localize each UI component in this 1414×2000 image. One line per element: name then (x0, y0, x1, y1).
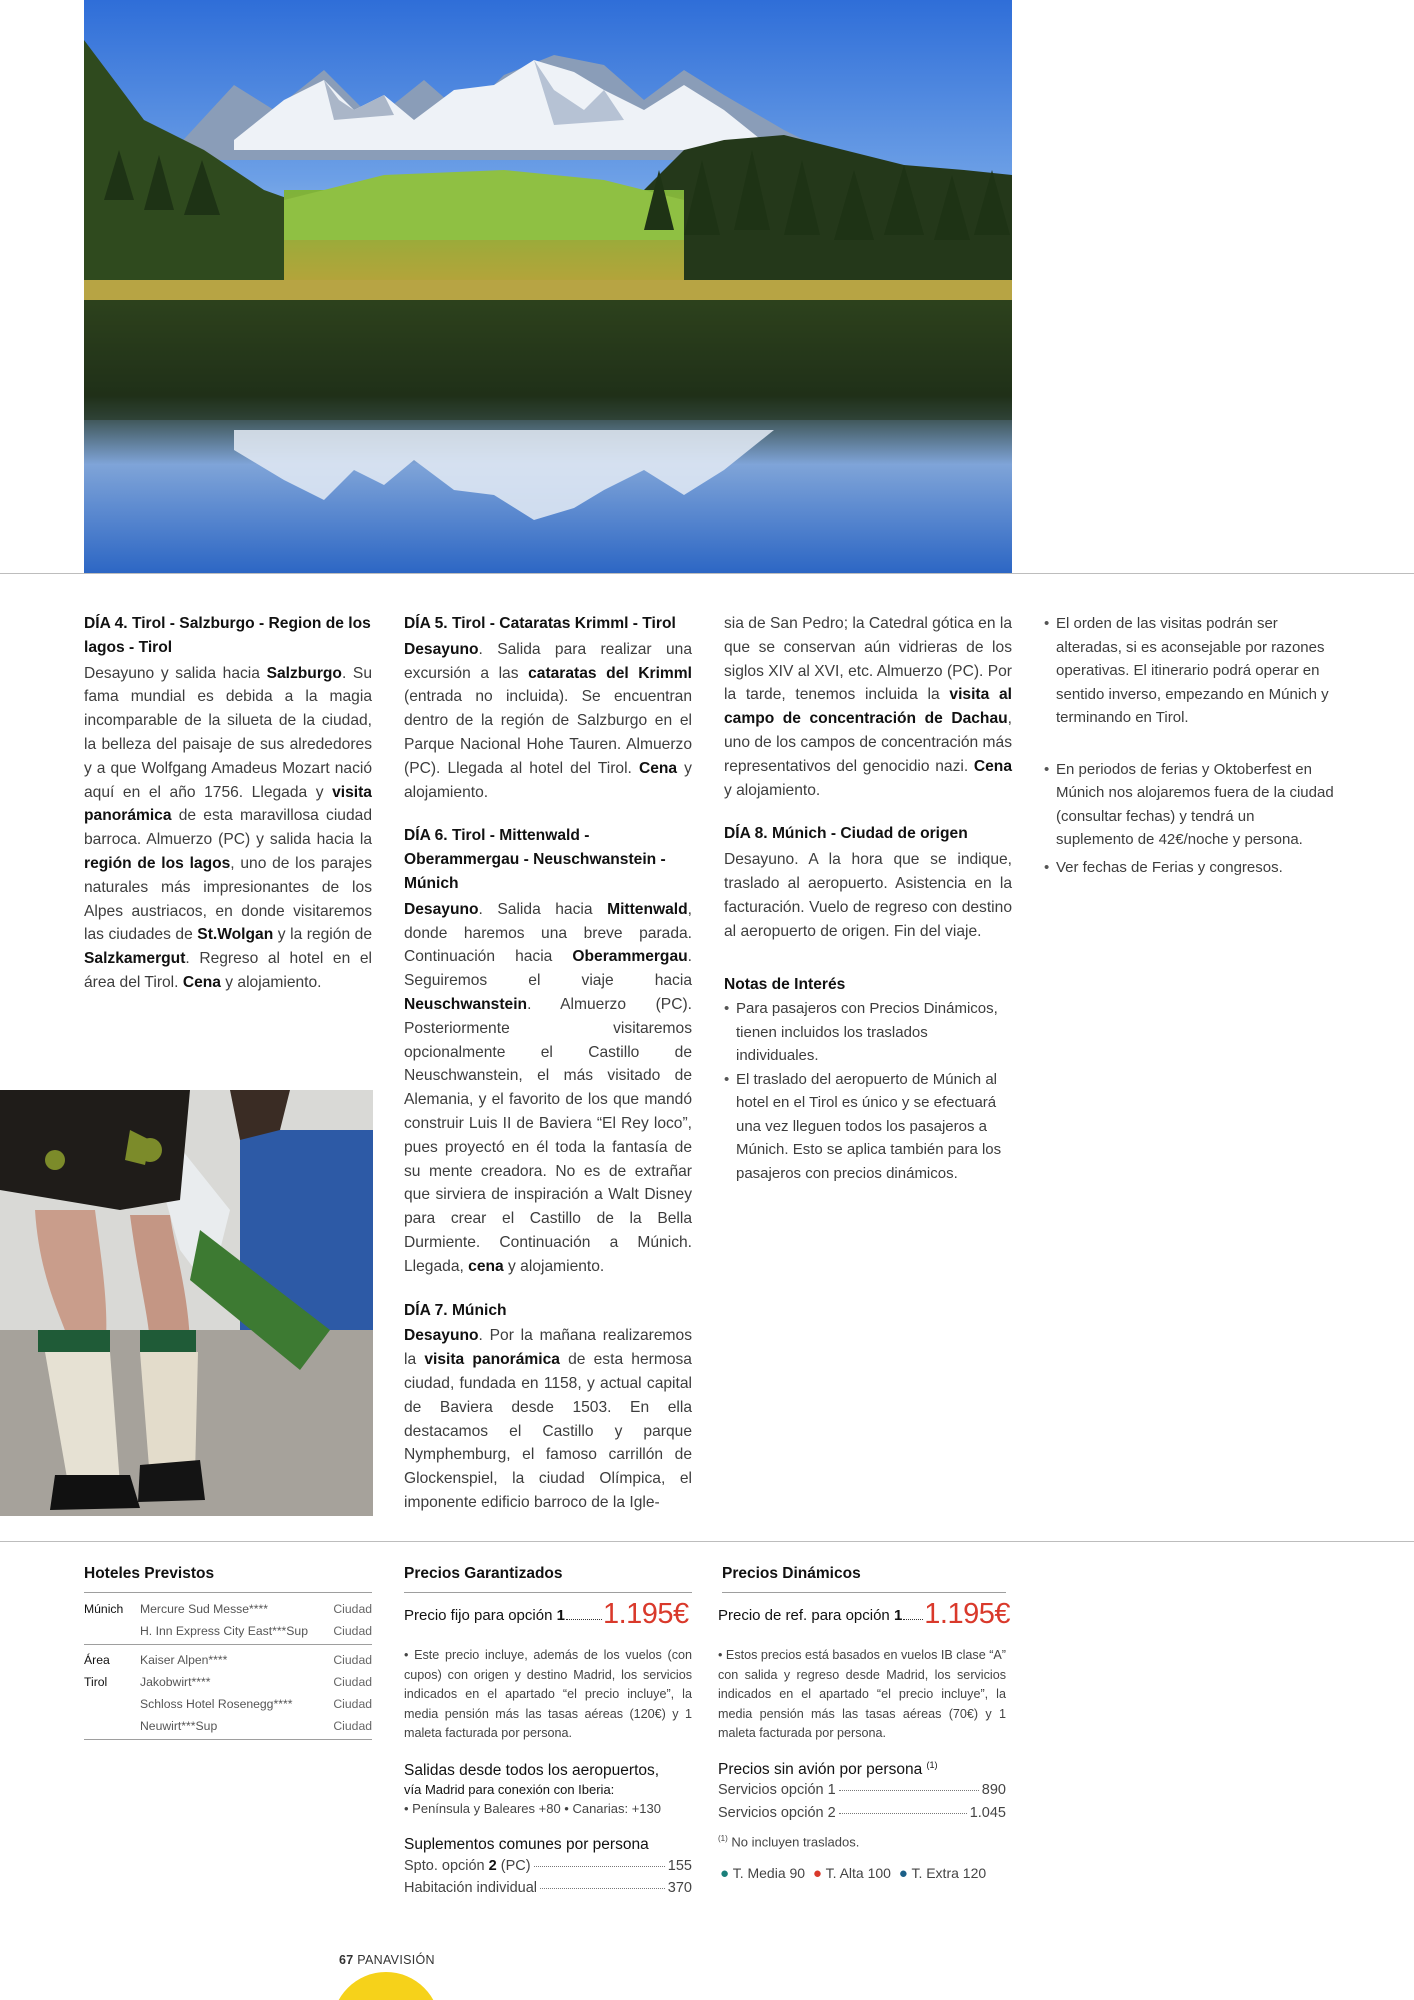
dynamic-price-option: 1 (893, 1607, 903, 1624)
bottom-divider (0, 1541, 1414, 1542)
day7-text-1: . Por la mañana realizaremos la (404, 1327, 692, 1369)
supplement-label: Habitación individual (404, 1880, 537, 1896)
day7-text-2: de esta hermosa ciudad, fundada en 1158, y actual capital de Baviera desde 1503. En ella destacamos el Castillo y parque Nymphemburg, el famoso carrillón de Glockenspiel, la ciudad Olímpica, el imponente edificio barroco de la Igle- (404, 1351, 692, 1511)
season-media: T. Media 90 (732, 1865, 806, 1881)
guaranteed-price-line (404, 1598, 689, 1631)
day5-bold-1: Desayuno (404, 640, 479, 658)
day6-text-5: y alojamiento. (503, 1257, 605, 1275)
guaranteed-title-rule (404, 1592, 692, 1593)
day7-text-part1 (404, 1324, 692, 1514)
day5-bold-2: cataratas del Krimml (528, 664, 692, 682)
supplements-title: Suplementos comunes por persona (404, 1836, 649, 1853)
notes-item: • Para pasajeros con Precios Dinámicos, tienen incluidos los traslados individuales. (724, 997, 1012, 1068)
supplement-value: 370 (667, 1880, 692, 1896)
spacer (724, 802, 1012, 822)
day6-bold-1: Desayuno (404, 900, 479, 918)
supplement-row (404, 1880, 692, 1896)
notes-right-list (1044, 612, 1334, 879)
dot-leader (839, 1813, 967, 1814)
notes-list (724, 997, 1012, 1185)
guaranteed-price-label: Precio fijo para opción (404, 1607, 557, 1624)
day5-text-2: (entrada no incluida). Se encuentran dentro de la región de Salzburgo en el Parque Nacional Hohe Tauren. Almuerzo (PC). Llegada al hotel del Tirol. (404, 688, 692, 777)
dynamic-title: Precios Dinámicos (722, 1565, 861, 1582)
column-notes-right (1044, 612, 1334, 879)
hotel-row (84, 1715, 372, 1740)
day6-text-2: , donde haremos una breve parada. Continuación hacia (404, 900, 692, 966)
page-number: 67 (339, 1953, 354, 1967)
day4-text-3: de esta maravillosa ciudad barroca. Almuerzo (PC) y salida hacia la (84, 807, 372, 849)
day5-text-3: y alojamiento. (404, 759, 692, 801)
day6-bold-5: cena (468, 1257, 504, 1275)
hotels-title: Hoteles Previstos (84, 1565, 215, 1582)
departures-line: • Península y Baleares +80 • Canarias: +130 (404, 1801, 661, 1816)
hotel-category: Ciudad (333, 1697, 372, 1711)
day4-bold-5: Salzkamergut (84, 950, 186, 968)
day4-bold-6: Cena (182, 973, 221, 991)
hotel-row (84, 1645, 372, 1672)
dot-leader (540, 1888, 665, 1889)
noair-row (718, 1805, 1006, 1821)
noair-label: Servicios opción 2 (718, 1805, 836, 1821)
day7-text-part2 (724, 612, 1012, 802)
hotel-name: Jakobwirt**** (140, 1675, 211, 1689)
day6-text-4: . Almuerzo (PC). Posteriormente visitaremos opcionalmente el Castillo de Neuschwanstein, el más visitado de Alemania, y el favorito de los que mandó construir Luis II de Baviera “El Rey loco”, pues proyectó en él toda la fantasía de su mente creadora. No es de extrañar que sirviera de inspiración a Walt Disney para crear el Castillo de la Bella Durmiente. Continuación a Múnich. Llegada, (404, 995, 692, 1275)
day5-title: DÍA 5. Tirol - Cataratas Krimml - Tirol (404, 615, 676, 632)
day6-text-1: . Salida hacia (478, 900, 608, 918)
day6-text-3: . Seguiremos el viaje hacia (404, 948, 692, 990)
day4-bold-4: St.Wolgan (197, 926, 274, 944)
hotel-category: Ciudad (333, 1675, 372, 1689)
notes-title: Notas de Interés (724, 976, 846, 994)
day7-title: DÍA 7. Múnich (404, 1301, 507, 1319)
guaranteed-title: Precios Garantizados (404, 1565, 563, 1582)
hotel-row (84, 1598, 372, 1620)
hotel-category: Ciudad (329, 1620, 372, 1645)
departures-title: Salidas desde todos los aeropuertos, (404, 1762, 660, 1779)
hotel-name: Schloss Hotel Rosenegg**** (140, 1697, 293, 1711)
supplement-label-c: (PC) (496, 1858, 531, 1874)
noair-title (718, 1760, 938, 1779)
page-footer (339, 1953, 435, 1967)
day4-bold-1: Salzburgo (266, 664, 342, 682)
day8-title: DÍA 8. Múnich - Ciudad de origen (724, 825, 968, 843)
hotel-name: Mercure Sud Messe**** (140, 1602, 269, 1616)
dynamic-title-rule (722, 1592, 1006, 1593)
day6-bold-3: Oberammergau (572, 948, 688, 966)
hotel-category: Ciudad (333, 1602, 372, 1616)
day7-text-4: , uno de los campos de concentración más representativos del genocidio nazi. (724, 710, 1012, 775)
dot-leader (566, 1619, 602, 1620)
dynamic-price-line (718, 1598, 1010, 1631)
supplement-label (404, 1858, 531, 1874)
notes-right-item: • El orden de las visitas podrán ser alteradas, si es aconsejable por razones operativas. El itinerario podrá operar en sentido inverso, empezando en Múnich y terminando en Tirol. (1044, 612, 1334, 730)
hotel-name: Neuwirt***Sup (140, 1715, 329, 1740)
hotel-row (84, 1693, 372, 1715)
supplement-label-a: Spto. opción (404, 1858, 489, 1874)
season-legend (720, 1865, 986, 1882)
noair-title-sup: (1) (926, 1760, 938, 1770)
hero-landscape-photo (84, 0, 1012, 574)
hotel-name: Kaiser Alpen**** (140, 1653, 228, 1667)
dynamic-price-label: Precio de ref. para opción (718, 1607, 894, 1624)
day4-text-1: Desayuno y salida hacia (84, 664, 267, 682)
brand-name: PANAVISIÓN (357, 1953, 435, 1967)
yellow-tab-decoration (332, 1972, 440, 2000)
hotels-table (84, 1598, 372, 1740)
notes-right-item: • En periodos de ferias y Oktoberfest en Múnich nos alojaremos fuera de la ciudad (consultar fechas) y tendrá un suplemento de 42€/noche y persona. (1044, 758, 1334, 852)
guaranteed-note: • Este precio incluye, además de los vuelos (con cupos) con origen y destino Madrid, los servicios indicados en el apartado “el precio incluye”, la media pensión más las tasas aéreas (120€) y 1 maleta facturada por persona. (404, 1648, 692, 1740)
day4-text-7: y alojamiento. (220, 973, 322, 991)
noair-label: Servicios opción 1 (718, 1782, 836, 1798)
hotel-category: Ciudad (333, 1653, 372, 1667)
hotel-city (84, 1715, 140, 1740)
spacer (404, 1279, 692, 1299)
day7-bold-3: visita al campo de concentración de Dachau (724, 686, 1012, 728)
season-dot-extra: ● (898, 1865, 908, 1882)
column-day7-cont-8-notes (724, 612, 1012, 1185)
day4-text-6: . Regreso al hotel en el área del Tirol. (84, 950, 372, 991)
day4-bold-3: región de los lagos (84, 854, 231, 872)
hotels-title-rule (84, 1592, 372, 1593)
day8-text: Desayuno. A la hora que se indique, traslado al aeropuerto. Asistencia en la facturación. Vuelo de regreso con destino al aeropuerto de origen. Fin del viaje. (724, 851, 1012, 940)
hotel-city: Tirol (84, 1675, 108, 1689)
day6-text (404, 898, 692, 1279)
noair-footnote (718, 1834, 859, 1849)
supplement-row (404, 1858, 692, 1874)
top-divider (0, 573, 1414, 574)
day5-text (404, 638, 692, 805)
dot-leader (839, 1790, 979, 1791)
noair-value: 890 (981, 1782, 1006, 1798)
day7-bold-2: visita panorámica (424, 1351, 560, 1369)
day6-title: DÍA 6. Tirol - Mittenwald - Oberammergau - Neuschwanstein - Múnich (404, 827, 666, 892)
supplement-label-b: 2 (488, 1858, 497, 1874)
hotel-city (84, 1693, 140, 1715)
noair-row (718, 1782, 1006, 1798)
dynamic-price-amount: 1.195€ (924, 1598, 1010, 1630)
hotel-category: Ciudad (329, 1715, 372, 1740)
dancer-photo (0, 1090, 373, 1516)
departures-subtitle: vía Madrid para conexión con Iberia: (404, 1782, 615, 1797)
season-extra: T. Extra 120 (911, 1865, 987, 1881)
footnote-text: No incluyen traslados. (731, 1834, 860, 1850)
footnote-sup: (1) (718, 1834, 728, 1843)
hotel-name: H. Inn Express City East***Sup (140, 1620, 329, 1645)
day4-text-4: , uno de los parajes naturales más impresionantes de los Alpes austriacos, en donde visitaremos las ciudades de (84, 854, 372, 944)
day6-bold-4: Neuschwanstein (404, 995, 528, 1013)
notes-item: • El traslado del aeropuerto de Múnich al hotel en el Tirol es único y se efectuará una vez lleguen todos los pasajeros a Múnich. Esto se aplica también para los pasajeros con precios dinámicos. (724, 1068, 1012, 1186)
dot-leader (903, 1619, 923, 1620)
column-day4 (84, 612, 372, 995)
notes-right-item: • Ver fechas de Ferias y congresos. (1044, 856, 1334, 880)
spacer (404, 804, 692, 824)
hotel-row (84, 1671, 372, 1693)
day6-bold-2: Mittenwald (607, 900, 688, 918)
day4-bold-2: visita panorámica (84, 783, 372, 825)
hotel-city: Área (84, 1653, 110, 1667)
day5-bold-3: Cena (638, 759, 678, 777)
spacer (724, 943, 1012, 973)
season-dot-media: ● (720, 1865, 730, 1882)
season-dot-alta: ● (812, 1865, 822, 1882)
day7-bold-1: Desayuno (404, 1327, 479, 1345)
guaranteed-price-option: 1 (556, 1607, 565, 1624)
hotel-city (84, 1620, 140, 1645)
day4-text (84, 662, 372, 995)
day5-text-1: . Salida para realizar una excursión a las (404, 640, 692, 682)
day7-text-3: sia de San Pedro; la Catedral gótica en la que se conservan aún vidrieras de los siglos XIV al XVI, etc. Almuerzo (PC). Por la tarde, tenemos incluida la (724, 615, 1012, 704)
supplement-value: 155 (667, 1858, 692, 1874)
noair-value: 1.045 (969, 1805, 1006, 1821)
season-alta: T. Alta 100 (825, 1865, 891, 1881)
day7-text-5: y alojamiento. (724, 781, 821, 799)
dynamic-note: • Estos precios está basados en vuelos IB clase “A” con salida y regreso desde Madrid, los servicios indicados en el apartado “el precio incluye”, la media pensión más las tasas aéreas (70€) y 1 maleta facturada por persona. (718, 1648, 1006, 1740)
day7-bold-4: Cena (973, 757, 1012, 775)
guaranteed-price-amount: 1.195€ (602, 1598, 689, 1630)
hotel-row (84, 1620, 372, 1645)
day4-text-2: . Su fama mundial es debida a la magia incomparable de la silueta de la ciudad, la belleza del paisaje de sus alrededores y a que Wolfgang Amadeus Mozart nació aquí en el año 1756. Llegada y (84, 664, 372, 801)
day4-title: DÍA 4. Tirol - Salzburgo - Region de los lagos - Tirol (84, 615, 371, 656)
dot-leader (534, 1866, 665, 1867)
hotel-city: Múnich (84, 1602, 124, 1616)
column-day5-7 (404, 612, 692, 1515)
day4-text-5: y la región de (273, 926, 372, 944)
noair-title-text: Precios sin avión por persona (718, 1761, 923, 1779)
